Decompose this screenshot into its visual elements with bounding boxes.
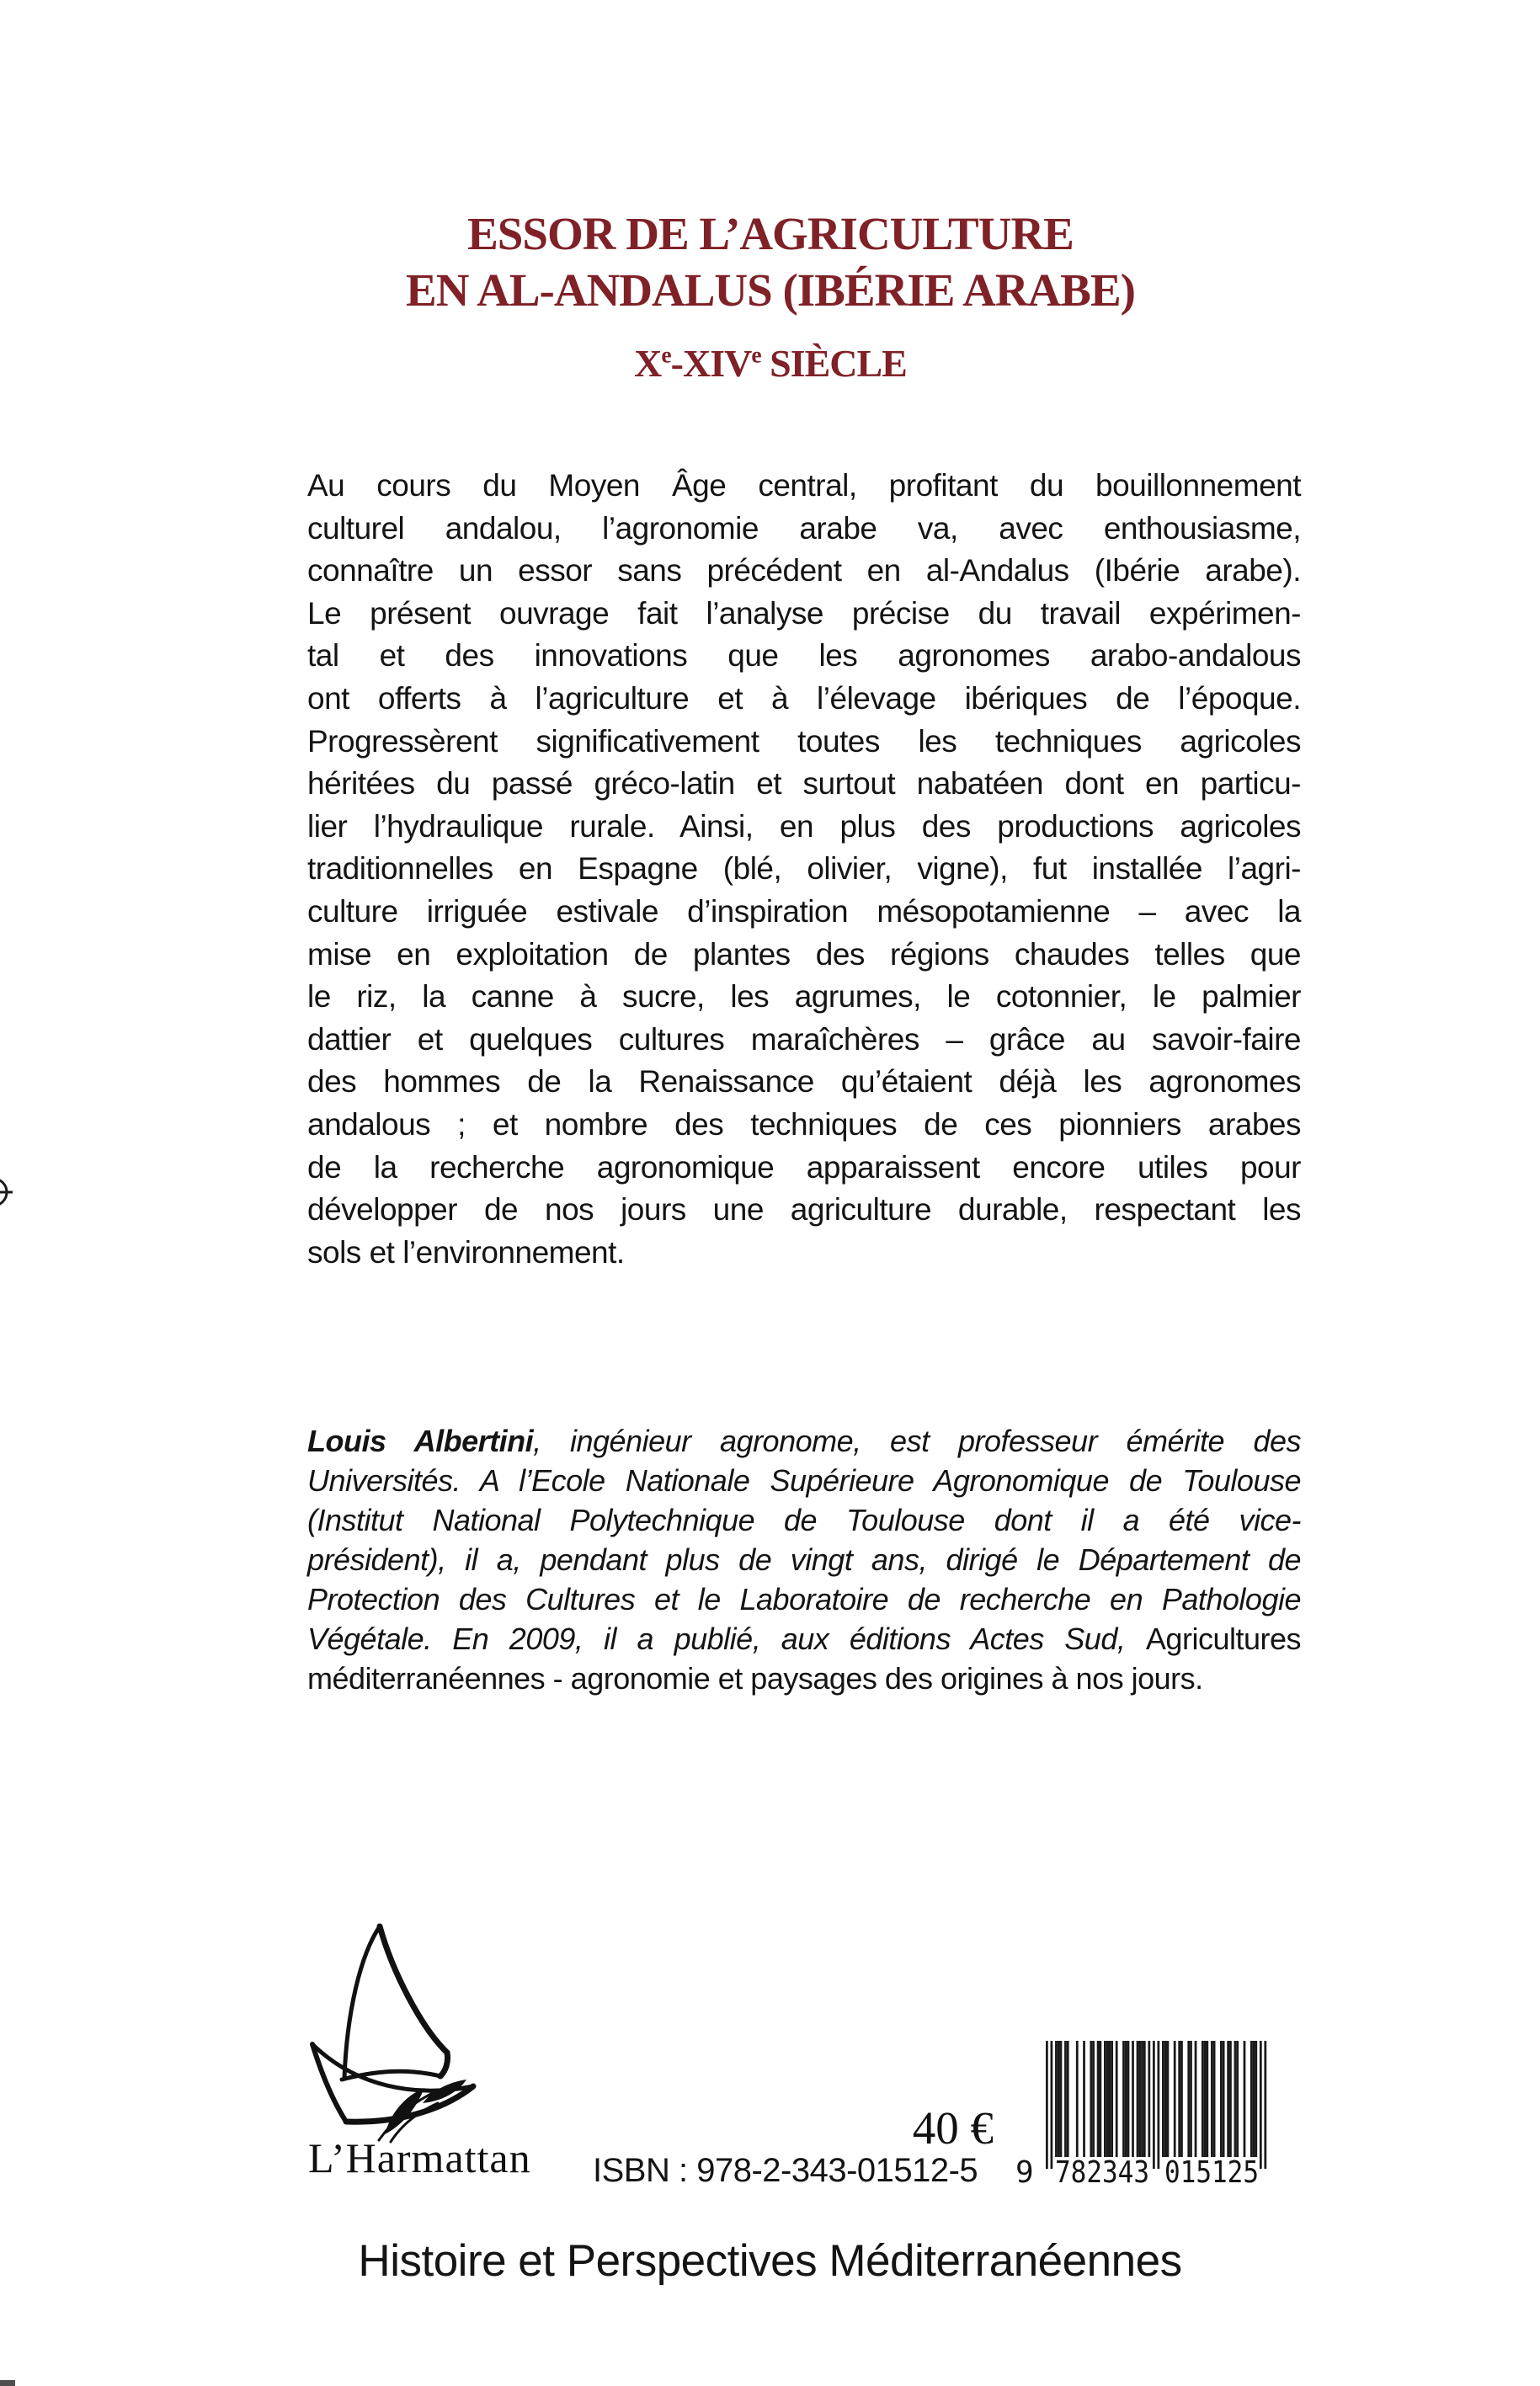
text-line: des hommes de la Renaissance qu’étaient déjà les agronomes: [307, 1064, 1301, 1100]
text-segment: Louis Albertini: [307, 1424, 534, 1458]
text-line: [307, 1619, 1301, 1659]
text-line: le riz, la canne à sucre, les agrumes, le cotonnier, le palmier: [307, 979, 1301, 1015]
text-line: héritées du passé gréco-latin et surtout nabatéen dont en particu-: [307, 766, 1301, 802]
text-line: de la recherche agronomique apparaissent encore utiles pour: [307, 1149, 1301, 1185]
text-line: sols et l’environnement.: [307, 1234, 625, 1270]
text-line: [307, 1579, 1301, 1619]
synopsis-paragraph: [307, 465, 1301, 1274]
text-line: Le présent ouvrage fait l’analyse précise du travail expérimen-: [307, 595, 1301, 631]
text-segment: président), il a, pendant plus de vingt ans, dirigé le Département de: [307, 1542, 1301, 1577]
text-line: mise en exploitation de plantes des régions chaudes telles que: [307, 936, 1301, 972]
text-segment: SIÈCLE: [760, 342, 907, 385]
sailboat-quill-logo-icon: [296, 1911, 482, 2147]
ean13-barcode: [1010, 2041, 1271, 2189]
book-title-line-1: ESSOR DE L’AGRICULTURE: [467, 208, 1074, 259]
barcode-digits: 782343: [1055, 2155, 1149, 2189]
book-subtitle: [265, 342, 1276, 386]
text-line: culture irriguée estivale d’inspiration mésopotamienne – avec la: [307, 893, 1301, 929]
price: 40 €: [912, 2102, 994, 2154]
text-segment: e: [751, 341, 761, 368]
isbn-number: ISBN : 978-2-343-01512-5: [593, 2152, 978, 2189]
text-segment: (Institut National Polytechnique de Toulouse dont il a été vice-: [307, 1503, 1301, 1537]
text-line: andalous ; et nombre des techniques de ces pionniers arabes: [307, 1106, 1301, 1142]
text-line: développer de nos jours une agriculture durable, respectant les: [307, 1192, 1301, 1228]
barcode-bars: [1010, 2041, 1271, 2189]
text-segment: , ingénieur agronome, est professeur émérite des: [533, 1424, 1301, 1458]
barcode-digits: 015125: [1164, 2155, 1259, 2189]
text-line: traditionnelles en Espagne (blé, olivier, vigne), fut installée l’agri-: [307, 851, 1301, 887]
text-segment: X: [634, 342, 662, 385]
text-line: Au cours du Moyen Âge central, profitant du bouillonnement: [307, 468, 1301, 503]
text-segment: Agricultures: [1145, 1622, 1301, 1656]
text-segment: Protection des Cultures et le Laboratoire de recherche en Pathologie: [307, 1582, 1301, 1616]
text-line: [307, 1421, 1301, 1461]
text-line: dattier et quelques cultures maraîchères – grâce au savoir-faire: [307, 1021, 1301, 1057]
registration-mark-icon: [0, 1175, 20, 1211]
title-block: [265, 205, 1276, 386]
text-segment: -XIV: [670, 342, 752, 385]
text-line: [265, 342, 1276, 386]
text-segment: e: [661, 341, 671, 368]
text-line: [307, 1461, 1301, 1500]
text-line: connaître un essor sans précédent en al-Andalus (Ibérie arabe).: [307, 553, 1301, 589]
corner-print-dash: [0, 2380, 15, 2386]
text-line: culturel andalou, l’agronomie arabe va, avec enthousiasme,: [307, 510, 1301, 546]
text-line: [307, 1540, 1301, 1579]
publisher-wordmark: L’Harmattan: [308, 2134, 531, 2181]
text-segment: Végétale. En 2009, il a publié, aux éditions Actes Sud,: [307, 1622, 1146, 1656]
collection-title: Histoire et Perspectives Méditerranéennes: [358, 2236, 1182, 2286]
text-line: tal et des innovations que les agronomes arabo-andalous: [307, 638, 1301, 674]
barcode-digits: 9: [1015, 2155, 1034, 2189]
text-line: Progressèrent significativement toutes les techniques agricoles: [307, 723, 1301, 759]
text-segment: méditerranéennes - agronomie et paysages des origines à nos jours.: [307, 1661, 1203, 1696]
text-line: [307, 1659, 1301, 1698]
text-line: [307, 1500, 1301, 1540]
book-title-line-2: EN AL-ANDALUS (IBÉRIE ARABE): [406, 264, 1135, 316]
author-bio-paragraph: [307, 1421, 1301, 1698]
text-line: lier l’hydraulique rurale. Ainsi, en plus des productions agricoles: [307, 808, 1301, 844]
text-line: ont offerts à l’agriculture et à l’élevage ibériques de l’époque.: [307, 680, 1301, 716]
text-segment: Universités. A l’Ecole Nationale Supérieure Agronomique de Toulouse: [307, 1463, 1301, 1498]
